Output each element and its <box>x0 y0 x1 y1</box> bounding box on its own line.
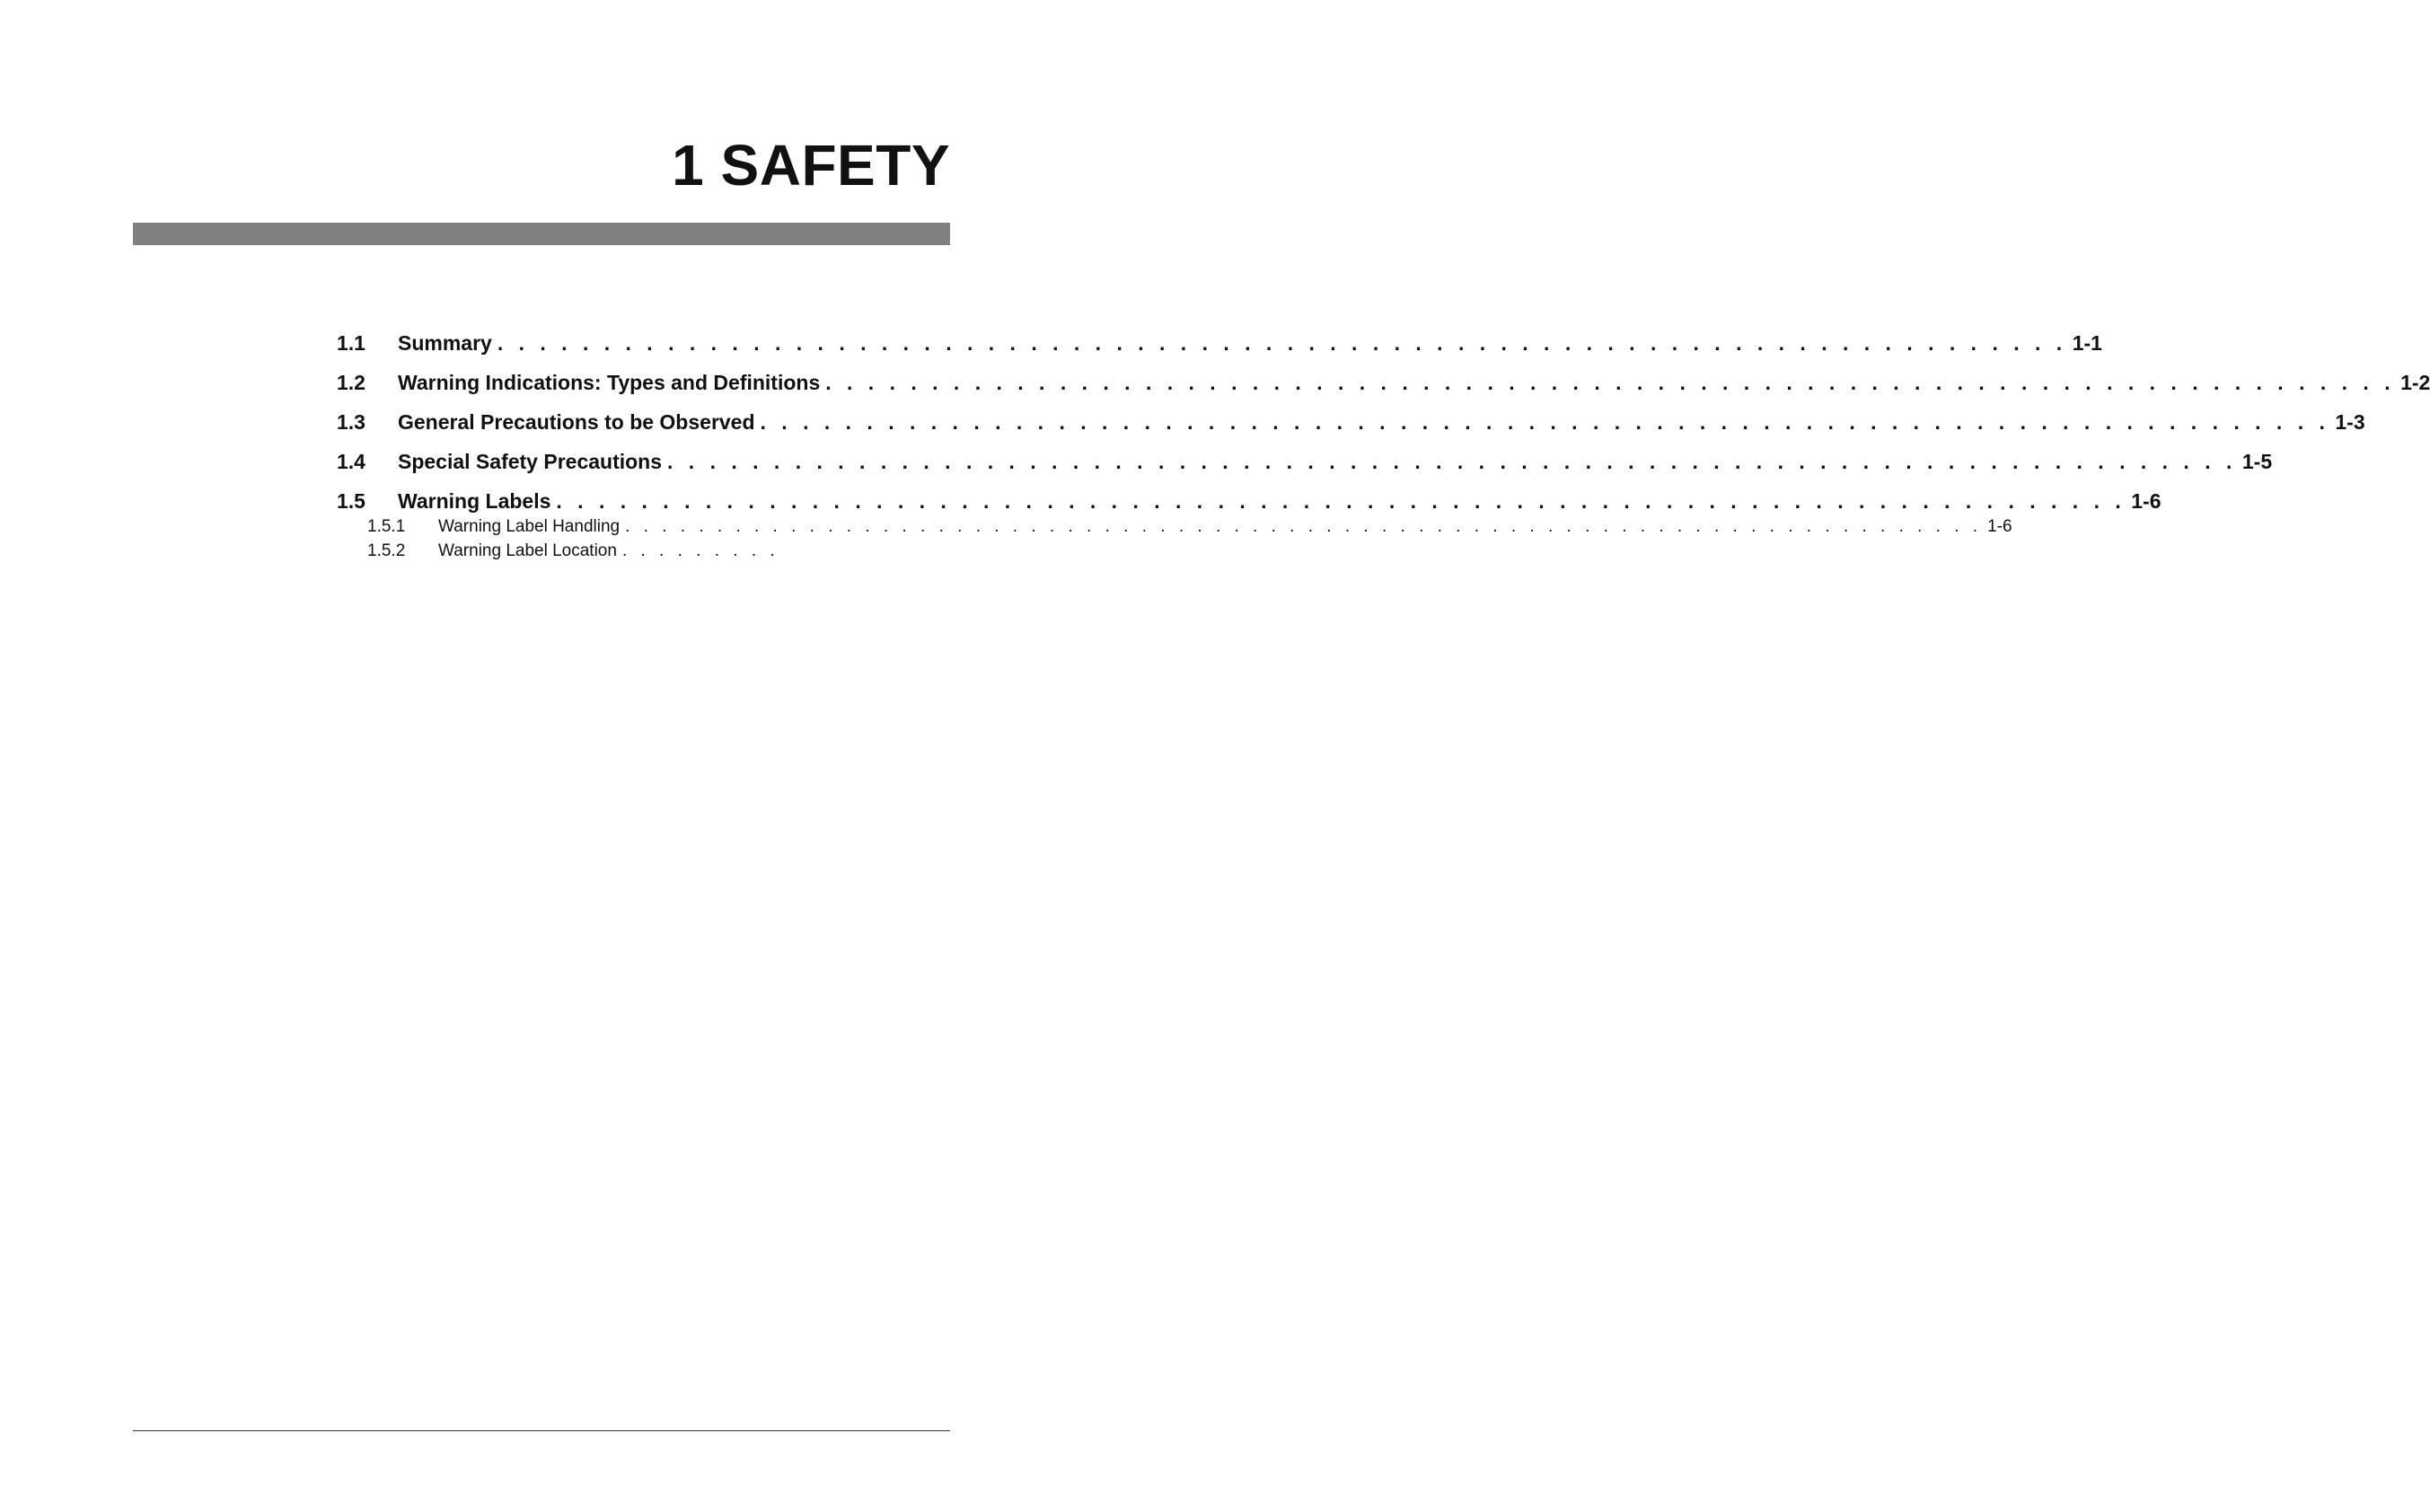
toc-leader-dots: . . . . . . . . . . . . . . . . . . . . . . . . . . . . . . . . . . . . . . . . . . . . . . . . . . . . . . . . . . . . . . . . . . . . . . . . . . <box>825 371 2396 394</box>
toc-entry-1-3[interactable] <box>337 409 2365 435</box>
toc-entry-number: 1.3 <box>337 410 365 434</box>
toc-subentry-1-5-2[interactable] <box>337 539 950 563</box>
toc-entry-title: Warning Labels <box>398 489 551 513</box>
toc-entry-title: General Precautions to be Observed <box>398 410 755 434</box>
toc-entry-title: Warning Indications: Types and Definitions <box>398 371 821 394</box>
toc-entry-title: Summary <box>398 331 492 355</box>
footer-rule <box>133 1430 950 1431</box>
toc-subentry-number: 1.5.1 <box>367 517 406 536</box>
toc-entry-number: 1.2 <box>337 371 365 394</box>
toc-leader-dots: . . . . . . . . . <box>621 541 779 560</box>
toc-entry-1-1[interactable] <box>337 330 2102 356</box>
toc-entry-page: 1-1 <box>2072 331 2102 355</box>
toc-subentry-1-5-1[interactable] <box>337 514 2012 539</box>
toc-leader-dots: . . . . . . . . . . . . . . . . . . . . . . . . . . . . . . . . . . . . . . . . . . . . . . . . . . . . . . . . . . . . . . . . . . . . . . . . . . <box>556 489 2126 513</box>
toc-subentry-number: 1.5.2 <box>367 541 406 560</box>
toc-entry-1-2[interactable] <box>337 370 2430 396</box>
chapter-title: 1 SAFETY <box>672 133 950 198</box>
toc-subentry-page: 1-6 <box>1987 517 2012 536</box>
toc-leader-dots: . . . . . . . . . . . . . . . . . . . . . . . . . . . . . . . . . . . . . . . . . . . . . . . . . . . . . . . . . . . . . . . . . . . . . . . . . . <box>667 450 2237 473</box>
toc-leader-dots: . . . . . . . . . . . . . . . . . . . . . . . . . . . . . . . . . . . . . . . . . . . . . . . . . . . . . . . . . . . . . . . . . . . . . . . . . . <box>497 331 2067 355</box>
toc-entry-page: 1-5 <box>2241 450 2273 473</box>
table-of-contents <box>337 330 2430 563</box>
toc-entry-number: 1.5 <box>337 489 365 513</box>
toc-entry-page: 1-2 <box>2400 371 2430 394</box>
toc-leader-dots: . . . . . . . . . . . . . . . . . . . . . . . . . . . . . . . . . . . . . . . . . . . . . . . . . . . . . . . . . . . . . . . . . . . . . . . . . . <box>625 517 1983 536</box>
toc-entry-1-4[interactable] <box>337 449 2273 475</box>
toc-entry-page: 1-3 <box>2335 410 2365 434</box>
toc-entry-number: 1.4 <box>337 450 365 473</box>
title-bar <box>133 223 950 245</box>
toc-subentry-title: Warning Label Handling <box>438 517 621 536</box>
toc-entry-page: 1-6 <box>2131 489 2161 513</box>
toc-entry-number: 1.1 <box>337 331 365 355</box>
toc-leader-dots: . . . . . . . . . . . . . . . . . . . . . . . . . . . . . . . . . . . . . . . . . . . . . . . . . . . . . . . . . . . . . . . . . . . . . . . . . . <box>760 410 2330 434</box>
toc-subentry-title: Warning Label Location <box>438 541 617 560</box>
toc-entry-title: Special Safety Precautions <box>398 450 663 473</box>
toc-entry-1-5[interactable] <box>337 488 2161 514</box>
